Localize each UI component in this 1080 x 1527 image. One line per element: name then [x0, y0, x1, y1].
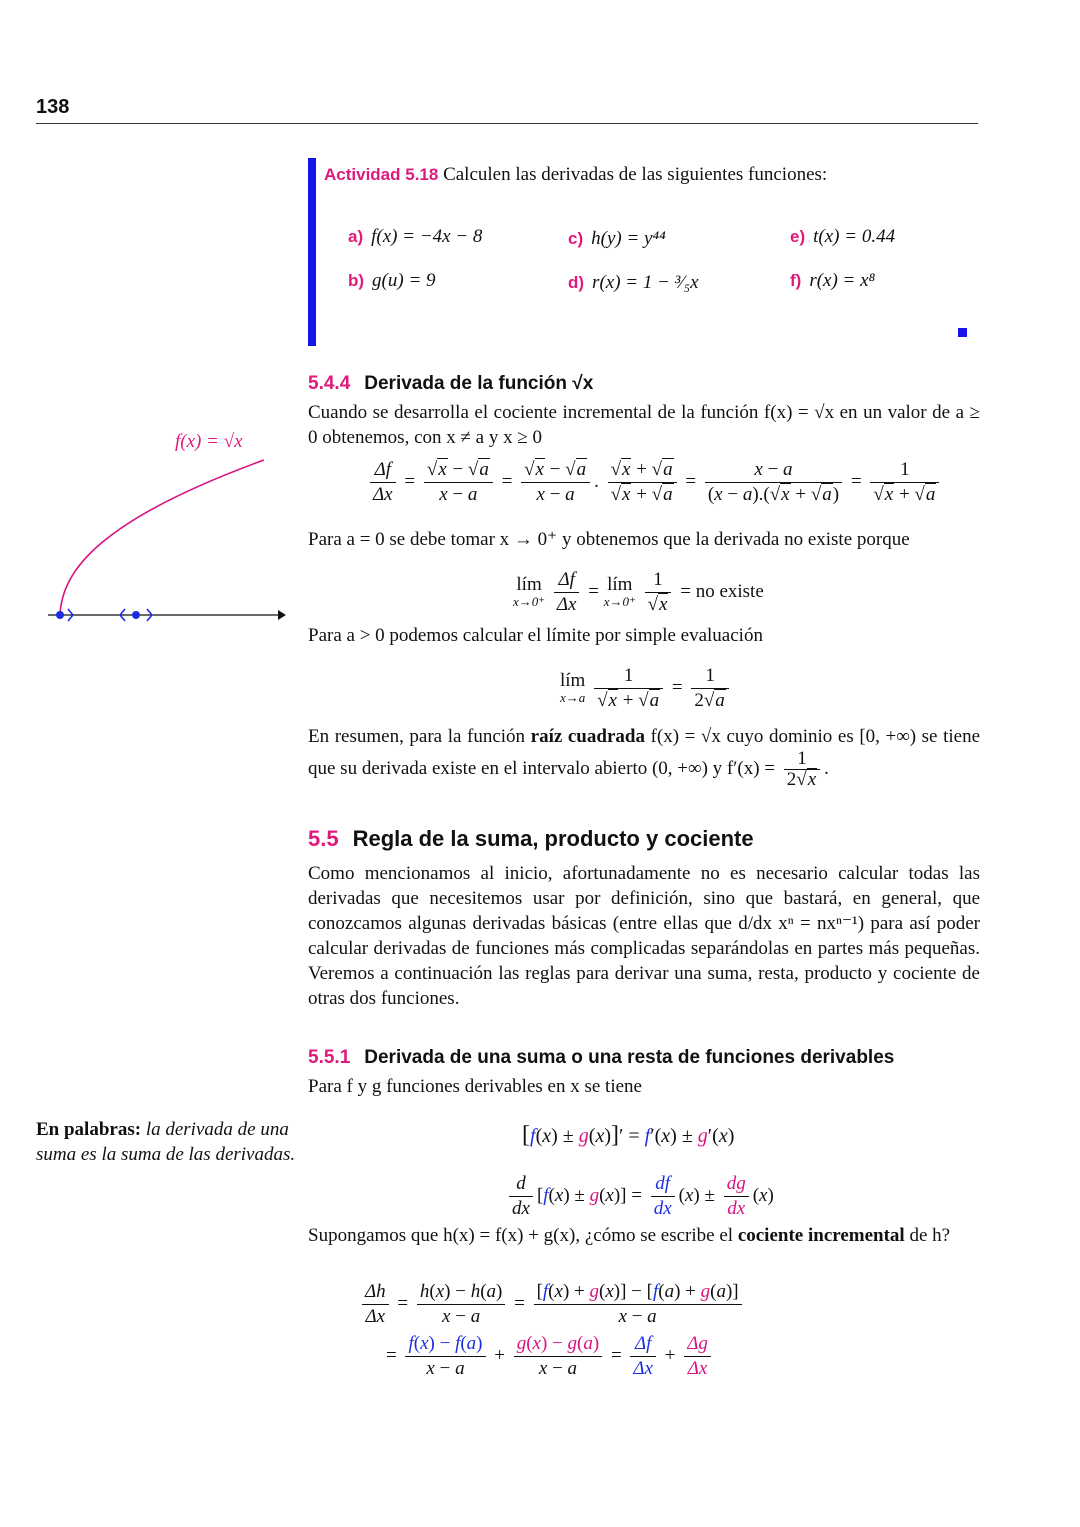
header-rule: [36, 123, 978, 124]
margin-note: En palabras: la derivada de una suma es la suma de las derivadas.: [36, 1119, 296, 1165]
origin-point: [56, 611, 64, 619]
end-of-activity-square: [958, 328, 967, 337]
section-544-heading: 5.4.4 Derivada de la función √x: [308, 373, 594, 394]
page-number: 138: [36, 96, 70, 118]
activity-item-a: a) f(x) = −4x − 8: [348, 226, 483, 247]
equation-h-quotient-line1: $\frac{\Delta h}{\Delta x}$ = $\frac{h(x) - h(a)}{x - a}$ = $\frac{[f(x) + g(x)] - [f(a) + g(a)]}{x - a}$: [358, 1280, 746, 1329]
sec544-paragraph-1: Cuando se desarrolla el cociente incremental de la función f(x) = √x en un valor de a ≥ 0 obtenemos, con x ≠ a y x ≥ 0: [308, 402, 980, 448]
sec544-paragraph-2: Para a = 0 se debe tomar x → 0⁺ y obtenemos que la derivada no existe porque: [308, 529, 910, 550]
sec55-paragraph-1: Como mencionamos al inicio, afortunadamente no es necesario calcular todas las derivadas que necesitemos usar por definición, sino que bastará, en general, que conozcamos algunas derivadas básicas (entre ellas que d/dx xⁿ = nxⁿ⁻¹) para así poder calcular derivadas de funciones más complicadas separándolas en partes más pequeñas. Veremos a continuación las reglas para derivar una suma, resta, producto y cociente de otras dos funciones.: [308, 863, 980, 1009]
no-existe-text: no existe: [695, 580, 764, 602]
activity-bar: [308, 158, 316, 346]
equation-sum-rule-leibniz: $\frac{d}{dx}$ [f(x) ± g(x)] = $\frac{df}{dx}$ (x) ± $\frac{dg}{dx}$ (x): [505, 1172, 774, 1221]
sqrt-curve: [60, 460, 264, 615]
equation-incremental-quotient: $\frac{\Delta f}{\Delta x}$ = $\frac{√x - √a}{x - a}$ = $\frac{√x - √a}{x - a}$ . $\frac{√x + √a}{√x + √a}$ = $\frac{x - a}{(x - a).(√x + √a)}$ = $\frac{1}{√x + √a}$: [366, 458, 943, 507]
sec544-paragraph-3: Para a > 0 podemos calcular el límite por simple evaluación: [308, 625, 763, 646]
equation-h-quotient-line2: = $\frac{f(x) - f(a)}{x - a}$ + $\frac{g(x) - g(a)}{x - a}$ = $\frac{\Delta f}{\Delta x}$ + $\frac{\Delta g}{\Delta x}$: [386, 1332, 715, 1381]
activity-item-d: d) r(x) = 1 − ³⁄₅x: [568, 272, 699, 293]
section-551-heading: 5.5.1 Derivada de una suma o una resta de funciones derivables: [308, 1047, 895, 1068]
section-55-heading: 5.5 Regla de la suma, producto y cociente: [308, 826, 754, 851]
activity-label: Actividad 5.18: [324, 165, 439, 184]
point-a: [132, 611, 140, 619]
activity-item-b: b) g(u) = 9: [348, 270, 436, 291]
activity-heading: [324, 164, 827, 186]
x-axis-arrow-icon: [278, 610, 286, 620]
sqrt-graph: [40, 450, 290, 630]
activity-item-f: f) r(x) = x⁸: [790, 270, 876, 291]
activity-item-c: c) h(y) = y⁴⁴: [568, 228, 666, 249]
sec551-paragraph-1: Para f y g funciones derivables en x se tiene: [308, 1076, 642, 1097]
sec551-paragraph-2: Supongamos que h(x) = f(x) + g(x), ¿cómo se escribe el cociente incremental de h?: [308, 1225, 951, 1246]
equation-sum-rule: [f(x) ± g(x)]′ = f′(x) ± g′(x): [522, 1122, 735, 1148]
activity-item-e: e) t(x) = 0.44: [790, 226, 896, 247]
derivative-result: $\frac{1}{2√x}$: [784, 749, 820, 790]
figure-label: f(x) = √x: [175, 431, 243, 452]
sec544-paragraph-4: En resumen, para la función raíz cuadrada f(x) = √x cuyo dominio es [0, +∞) se tiene que su derivada existe en el intervalo abierto (0, +∞) y f′(x) = $\frac{1}{2√x}$ .: [308, 726, 981, 790]
equation-limit-a: lím x→a $\frac{1}{√x + √a}$ = $\frac{1}{2√a}$: [560, 664, 733, 713]
equation-limit-zero: lím x→0⁺ $\frac{\Delta f}{\Delta x}$ = lím x→0⁺ $\frac{1}{√x}$ = no existe: [513, 569, 764, 615]
activity-text: Calculen las derivadas de las siguientes funciones:: [443, 164, 828, 185]
